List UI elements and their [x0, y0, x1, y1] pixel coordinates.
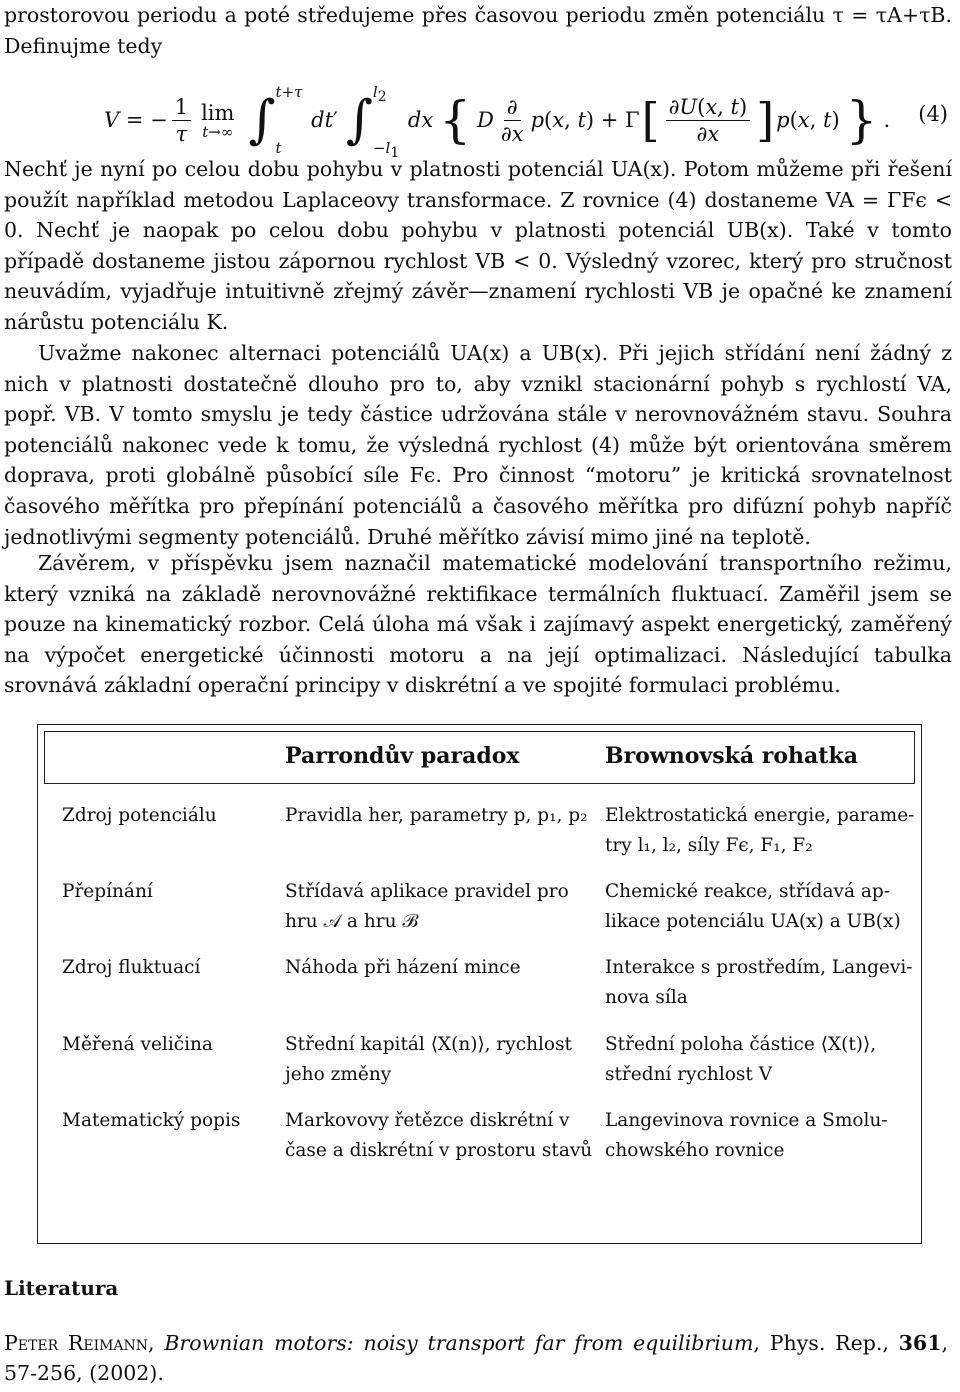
table-cell: Elektrostatická energie, parame-	[605, 805, 915, 826]
table-cell: Interakce s prostředím, Langevi-	[605, 957, 913, 978]
table-cell: čase a diskrétní v prostoru stavů	[285, 1140, 593, 1161]
table-row-label: Zdroj potenciálu	[62, 805, 217, 826]
table-cell: střední rychlost V	[605, 1064, 773, 1085]
table-cell: jeho změny	[285, 1064, 392, 1085]
table-row-label: Matematický popis	[62, 1110, 241, 1131]
table-cell: Pravidla her, parametry p, p₁, p₂	[285, 805, 588, 826]
reference-pages: , 57-256, (2002).	[4, 1331, 948, 1385]
reference-author: Peter Reimann	[4, 1331, 149, 1355]
literature-heading: Literatura	[4, 1276, 119, 1300]
paragraph-conclusion: Závěrem, v příspěvku jsem naznačil matematické modelování transportního režimu, který vzniká na základě nerovnovážné rektifikace termálních fluktuací. Zaměřil jsem se pouze na kinematický rozbor. Celá úloha má však i zajímavý aspekt energetický, zaměřený na výpočet energetické účinnosti motoru a na její optimalizaci. Následující tabulka srovnává základní operační principy v diskrétní a ve spojité formulaci problému.	[4, 551, 952, 698]
table-cell: Náhoda při házení mince	[285, 957, 521, 978]
table-cell: Střední poloha částice ⟨X(t)⟩,	[605, 1034, 877, 1055]
table-row-label: Přepínání	[62, 881, 153, 902]
reference-entry: Peter Reimann, Brownian motors: noisy transport far from equilibrium, Phys. Rep., 361, 57-256, (2002).	[4, 1331, 948, 1385]
reference-title: Brownian motors: noisy transport far from equilibrium	[164, 1331, 754, 1355]
equation-body: V = − $\frac{1}{\tau}$ lim t→∞ ∫ t+τ t dt′ ∫ $l_2$ $-l_1$ dx { D $\frac{\partial}{\partial x}$ p(x, t) + Γ [ $\frac{\partial U(x, t)}{\partial x}$ ] p(x, t) } .	[104, 83, 891, 161]
table-row-label: Zdroj fluktuací	[62, 957, 201, 978]
paragraph-potentials: Nechť je nyní po celou dobu pohybu v platnosti potenciál UA(x). Potom můžeme při řešení použít například metodou Laplaceovy transformace. Z rovnice (4) dostaneme VA = ΓFϵ < 0. Nechť je naopak po celou dobu pohybu v platnosti potenciál UB(x). Také v tomto případě dostaneme jistou zápornou rychlost VB < 0. Výsledný vzorec, který pro stručnost neuvádím, vyjadřuje intuitivně zřejmý závěr—znamení rychlosti VB je opačné ke znamení nárůstu potenciálu K.	[4, 157, 952, 334]
equation-number: (4)	[918, 102, 948, 126]
table-cell: Markovovy řetězce diskrétní v	[285, 1110, 570, 1131]
paragraph-alternation: Uvažme nakonec alternaci potenciálů UA(x) a UB(x). Při jejich střídání není žádný z nich v platnosti dostatečně dlouho pro to, aby vznikl stacionární pohyb s rychlostí VA, popř. VB. V tomto smyslu je tedy částice udržována stále v nerovnovážném stavu. Souhra potenciálů nakonec vede k tomu, že výsledná rychlost (4) může být orientována směrem doprava, proti globálně působící síle Fϵ. Pro činnost “motoru” je kritická srovnatelnost časového měřítka pro přepínání potenciálů a časového měřítka pro difúzní pohyb napříč jednotlivými segmenty potenciálů. Druhé měřítko závisí mimo jiné na teplotě.	[4, 341, 952, 549]
reference-journal: , Phys. Rep.,	[753, 1331, 889, 1355]
table-cell: Střídavá aplikace pravidel pro	[285, 881, 569, 902]
table-cell: hru 𝒜 a hru ℬ	[285, 911, 418, 932]
table-row-label: Měřená veličina	[62, 1034, 213, 1055]
table-cell: try l₁, l₂, síly Fϵ, F₁, F₂	[605, 835, 813, 856]
table-cell: likace potenciálu UA(x) a UB(x)	[605, 911, 901, 932]
table-header-brownian: Brownovská rohatka	[605, 743, 858, 769]
table-cell: Chemické reakce, střídavá ap-	[605, 881, 891, 902]
reference-volume: 361	[898, 1331, 942, 1355]
paragraph-intro: prostorovou periodu a poté středujeme přes časovou periodu změn potenciálu τ = τA+τB. Definujme tedy	[4, 3, 952, 58]
table-cell: nova síla	[605, 987, 688, 1008]
table-divider	[44, 783, 915, 784]
table-cell: Langevinova rovnice a Smolu-	[605, 1110, 888, 1131]
table-cell: Střední kapitál ⟨X(n)⟩, rychlost	[285, 1034, 572, 1055]
comparison-table	[37, 724, 922, 1244]
table-cell: chowského rovnice	[605, 1140, 785, 1161]
table-header-parrondo: Parrondův paradox	[285, 743, 520, 769]
